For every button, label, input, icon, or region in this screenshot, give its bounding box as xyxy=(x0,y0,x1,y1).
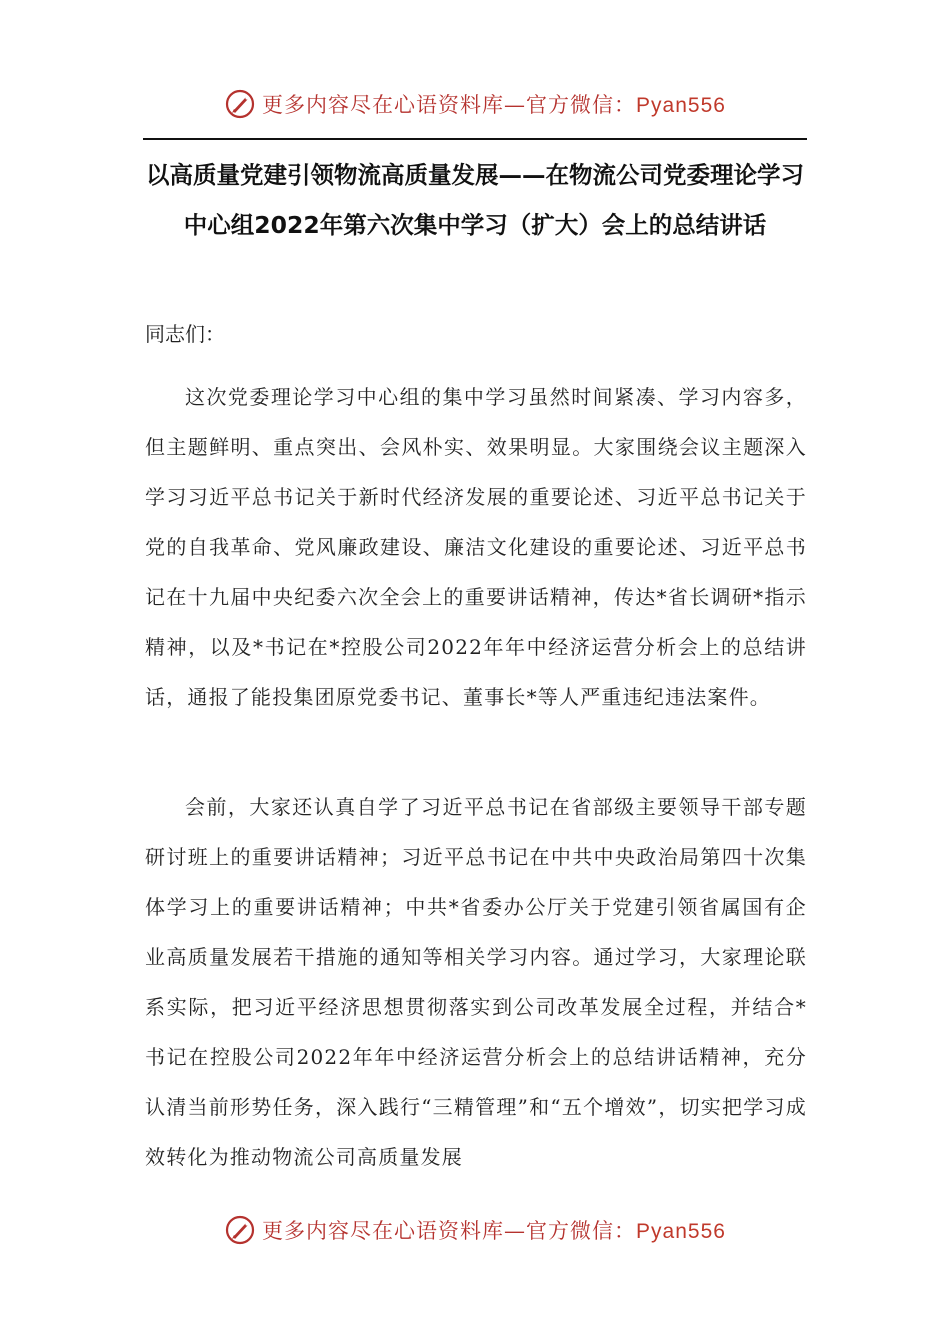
footer-brand-text: 更多内容尽在心语资料库—官方微信： xyxy=(262,1219,637,1243)
footer-banner xyxy=(0,1210,950,1250)
document-title: 以高质量党建引领物流高质量发展——在物流公司党委理论学习中心组2022年第六次集中学习（扩大）会上的总结讲话 xyxy=(146,161,804,239)
quill-logo-icon xyxy=(224,88,256,120)
body-paragraph-1: 这次党委理论学习中心组的集中学习虽然时间紧凑、学习内容多，但主题鲜明、重点突出、会风朴实、效果明显。大家围绕会议主题深入学习习近平总书记关于新时代经济发展的重要论述、习近平总书记关于党的自我革命、党风廉政建设、廉洁文化建设的重要论述、习近平总书记在十九届中央纪委六次全会上的重要讲话精神，传达*省长调研*指示精神，以及*书记在*控股公司2022年年中经济运营分析会上的总结讲话，通报了能投集团原党委书记、董事长*等人严重违纪违法案件。 xyxy=(145,385,807,709)
header-divider xyxy=(143,138,807,140)
footer-wechat-id: Pyan556 xyxy=(636,1220,726,1243)
salutation: 同志们： xyxy=(145,322,225,346)
header-banner-text xyxy=(262,89,726,119)
body-paragraph-2: 会前，大家还认真自学了习近平总书记在省部级主要领导干部专题研讨班上的重要讲话精神；习近平总书记在中共中央政治局第四十次集体学习上的重要讲话精神；中共*省委办公厅关于党建引领省属国有企业高质量发展若干措施的通知等相关学习内容。通过学习，大家理论联系实际，把习近平经济思想贯彻落实到公司改革发展全过程，并结合*书记在控股公司2022年年中经济运营分析会上的总结讲话精神，充分认清当前形势任务，深入践行“三精管理”和“五个增效”，切实把学习成效转化为推动物流公司高质量发展 xyxy=(145,795,807,1169)
header-brand-text: 更多内容尽在心语资料库—官方微信： xyxy=(262,93,637,117)
header-wechat-id: Pyan556 xyxy=(636,94,726,117)
header-banner xyxy=(0,84,950,124)
quill-logo-icon xyxy=(224,1214,256,1246)
footer-banner-text xyxy=(262,1215,726,1245)
